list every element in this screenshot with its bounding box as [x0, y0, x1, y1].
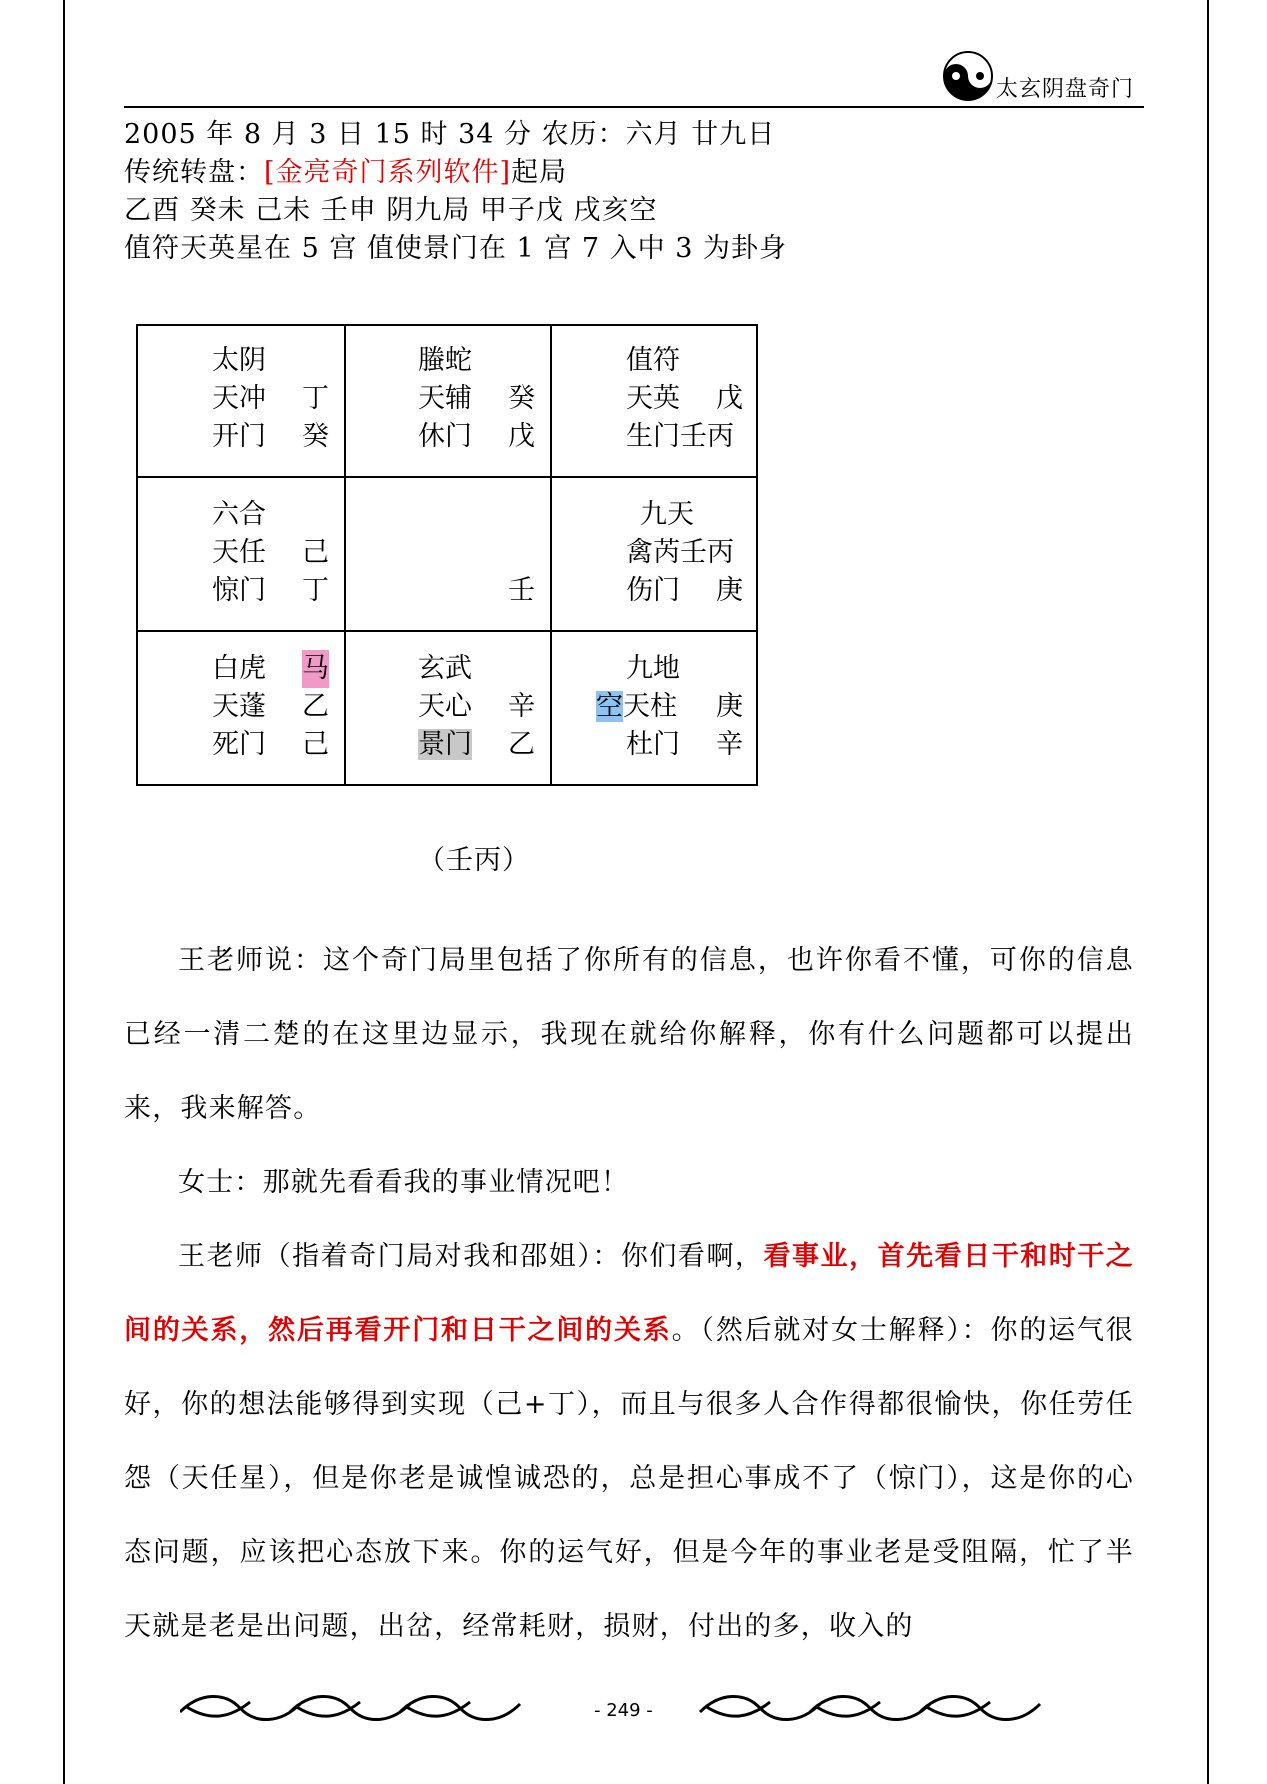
void-mark: 空	[596, 691, 623, 722]
palace-top-right	[626, 342, 750, 456]
palace-top-center	[418, 342, 538, 456]
palace-bottom-right	[596, 650, 750, 764]
palace-star: 天任 己	[212, 537, 329, 568]
palace-bottom-center	[418, 650, 538, 764]
palace-door: 休门 戊	[418, 421, 535, 452]
palace-god: 六合	[212, 499, 266, 530]
palace-god: 九天	[640, 499, 694, 530]
palace-top-left	[212, 342, 332, 456]
palace-middle-left	[212, 496, 332, 610]
page-number: - 249 -	[594, 1700, 653, 1721]
chart-caption: （壬丙）	[418, 845, 530, 876]
palace-door: 惊门 丁	[212, 575, 329, 606]
method-software: [金亮奇门系列软件]	[264, 157, 512, 188]
palace-star: 天英 戊	[626, 383, 743, 414]
center-stem: 壬	[508, 575, 535, 606]
palace-door: 杜门 辛	[626, 729, 743, 760]
palace-star: 空天柱 庚	[596, 691, 743, 722]
palace-bottom-left	[212, 650, 332, 764]
chart-line-right	[756, 324, 758, 786]
chart-line-v2	[550, 324, 552, 786]
palace-god: 九地	[626, 653, 680, 684]
palace-god: 值符	[626, 345, 680, 376]
chart-line-v1	[344, 324, 346, 786]
pillars-line: 乙酉 癸未 己未 壬申 阴九局 甲子戊 戌亥空	[124, 195, 658, 226]
palace-god: 玄武	[418, 653, 472, 684]
body-text	[124, 924, 1134, 1664]
page-border-right	[1207, 0, 1209, 1784]
palace-star: 禽芮壬丙	[626, 537, 734, 568]
palace-door: 景门 乙	[418, 729, 535, 760]
palace-center	[508, 572, 538, 610]
paragraph-3: 王老师（指着奇门局对我和邵姐）：你们看啊，看事业，首先看日干和时干之间的关系，然后再看开门和日干之间的关系。（然后就对女士解释）：你的运气很好，你的想法能够得到实现（己+丁），而且与很多人合作得都很愉快，你任劳任怨（天任星），但是你老是诚惶诚恐的，总是担心事成不了（惊门），这是你的心态问题，应该把心态放下来。你的运气好，但是今年的事业老是受阻隔，忙了半天就是老是出问题，出岔，经常耗财，损财，付出的多，收入的	[124, 1241, 1134, 1642]
chart-line-h2	[136, 630, 758, 632]
horse-mark: 马	[302, 650, 329, 688]
method-suffix: 起局	[511, 157, 568, 188]
qimen-chart	[136, 324, 760, 786]
page-header	[124, 48, 1144, 108]
chart-line-left	[136, 324, 138, 786]
palace-door: 伤门 庚	[626, 575, 743, 606]
highlighted-rule: 看事业，首先看日干和时干之间的关系，然后再看开门和日干之间的关系	[124, 1241, 1134, 1346]
palace-middle-right	[626, 496, 750, 610]
chart-meta	[124, 116, 787, 268]
date-line: 2005 年 8 月 3 日 15 时 34 分 农历：六月 廿九日	[124, 119, 776, 150]
palace-god: 太阴	[212, 345, 266, 376]
page-border-left	[63, 0, 65, 1784]
chart-line-h1	[136, 476, 758, 478]
chart-line-bottom	[136, 784, 758, 786]
palace-god: 螣蛇	[418, 345, 472, 376]
header-title: 太玄阴盘奇门	[995, 77, 1134, 102]
palace-star: 天蓬 乙	[212, 691, 329, 722]
palace-door: 开门 癸	[212, 421, 329, 452]
yin-yang-icon	[942, 50, 994, 102]
palace-star: 天心 辛	[418, 691, 535, 722]
zhifu-line: 值符天英星在 5 宫 值使景门在 1 宫 7 入中 3 为卦身	[124, 233, 787, 264]
paragraph-2: 女士：那就先看看我的事业情况吧！	[178, 1167, 630, 1198]
page-footer	[180, 1688, 1080, 1728]
chart-line-top	[136, 324, 758, 326]
palace-door: 生门壬丙	[626, 421, 734, 452]
paragraph-1: 王老师说：这个奇门局里包括了你所有的信息，也许你看不懂，可你的信息已经一清二楚的在这里边显示，我现在就给你解释，你有什么问题都可以提出来，我来解答。	[124, 945, 1134, 1124]
palace-star: 天辅 癸	[418, 383, 535, 414]
palace-door: 死门 己	[212, 729, 329, 760]
jing-door-highlight: 景门	[418, 729, 472, 760]
palace-star: 天冲 丁	[212, 383, 329, 414]
palace-god: 白虎 马	[212, 650, 332, 688]
method-prefix: 传统转盘：	[124, 157, 264, 188]
method-line	[124, 154, 787, 192]
